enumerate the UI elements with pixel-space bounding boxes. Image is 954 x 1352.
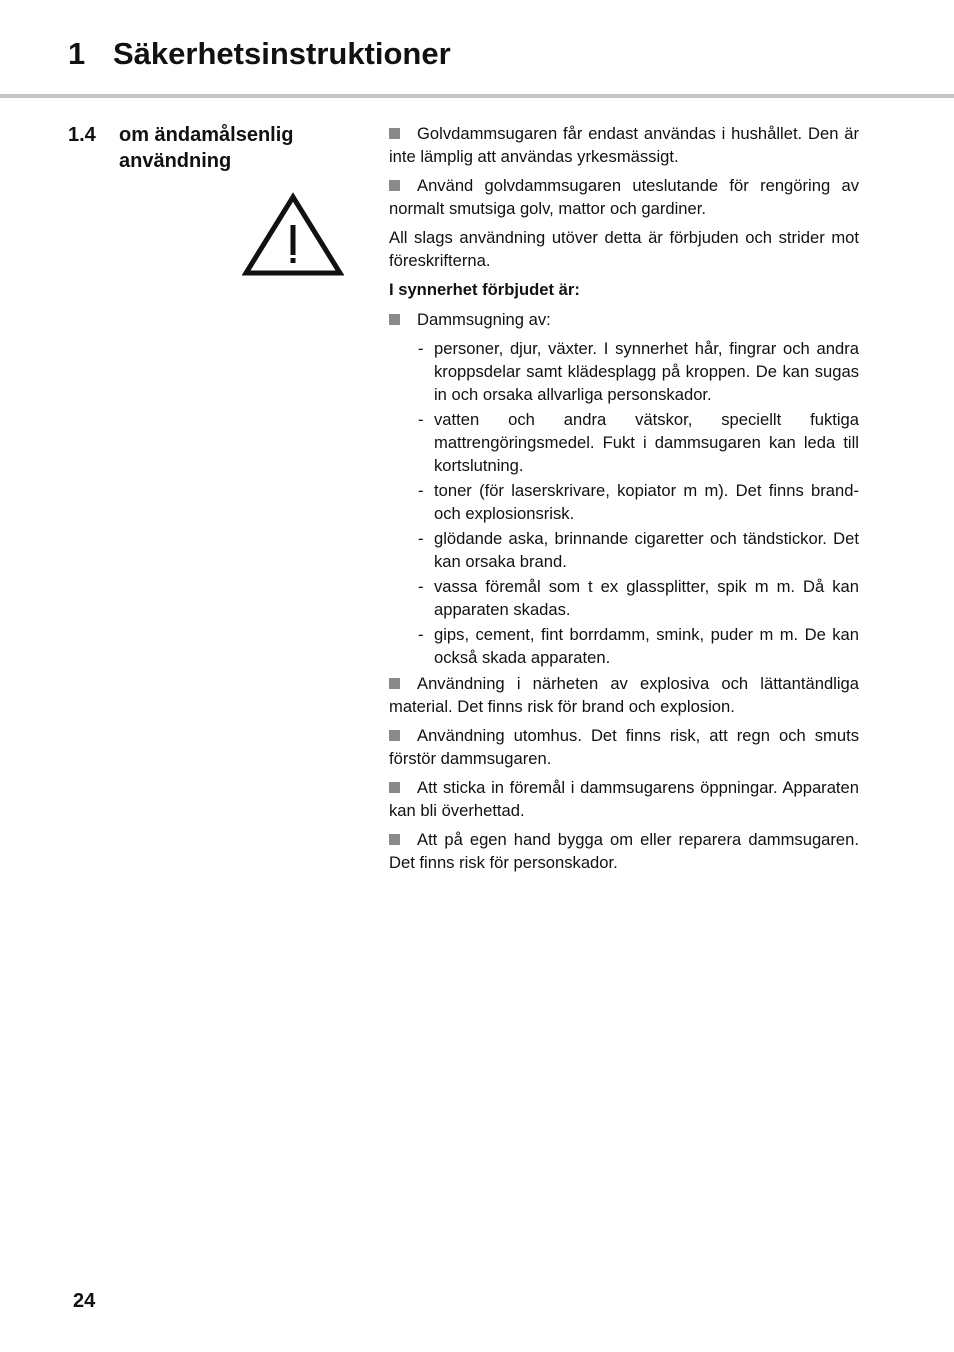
list-item	[389, 479, 859, 525]
square-bullet-icon	[389, 128, 400, 139]
list-item	[389, 623, 859, 669]
chapter-number: 1	[68, 36, 86, 71]
bullet-paragraph	[389, 122, 859, 168]
bullet-paragraph	[389, 174, 859, 220]
bullet-paragraph	[389, 776, 859, 822]
list-item-text: vassa föremål som t ex glassplitter, spik m m. Då kan apparaten skadas.	[434, 577, 859, 619]
bullet-paragraph	[389, 308, 859, 331]
square-bullet-icon	[389, 678, 400, 689]
bullet-text: Att på egen hand bygga om eller reparera dammsugaren. Det finns risk för personskador.	[389, 830, 859, 872]
square-bullet-icon	[389, 834, 400, 845]
list-item	[389, 337, 859, 406]
square-bullet-icon	[389, 782, 400, 793]
section-number: 1.4	[68, 124, 96, 146]
body-paragraph: All slags användning utöver detta är förbjuden och strider mot föreskrifterna.	[389, 228, 859, 270]
bullet-paragraph	[389, 724, 859, 770]
list-item-text: gips, cement, fint borrdamm, smink, puder m m. De kan också skada apparaten.	[434, 625, 859, 667]
prohibited-items-list	[389, 337, 859, 669]
square-bullet-icon	[389, 180, 400, 191]
chapter-header	[0, 0, 954, 98]
dash-marker: -	[418, 577, 424, 596]
bullet-text: Att sticka in föremål i dammsugarens öppningar. Apparaten kan bli överhettad.	[389, 778, 859, 820]
page-number: 24	[73, 1290, 96, 1312]
list-item-text: vatten och andra vätskor, speciellt fuktiga mattrengöringsmedel. Fukt i dammsugaren kan leda till kortslutning.	[434, 410, 859, 475]
list-item-text: personer, djur, växter. I synnerhet hår, fingrar och andra kroppsdelar samt klädesplagg på kroppen. De kan sugas in och orsaka allvarliga personskador.	[434, 339, 859, 404]
list-item	[389, 527, 859, 573]
bullet-paragraph	[389, 672, 859, 718]
list-item	[389, 408, 859, 477]
dash-marker: -	[418, 339, 424, 358]
dash-marker: -	[418, 529, 424, 548]
bullet-text: Golvdammsugaren får endast användas i hushållet. Den är inte lämplig att användas yrkesmässigt.	[389, 124, 859, 166]
dash-marker: -	[418, 410, 424, 429]
chapter-title: Säkerhetsinstruktioner	[113, 36, 451, 71]
section-title: om ändamålsenlig användning	[119, 124, 294, 172]
dash-marker: -	[418, 625, 424, 644]
warning-triangle-icon	[242, 192, 344, 278]
bullet-text: Användning i närheten av explosiva och lättantändliga material. Det finns risk för brand och explosion.	[389, 674, 859, 716]
square-bullet-icon	[389, 314, 400, 325]
list-item	[389, 575, 859, 621]
bullet-paragraph	[389, 828, 859, 874]
bullet-text: Dammsugning av:	[417, 310, 551, 329]
list-item-text: toner (för laserskrivare, kopiator m m). Det finns brand- och explosionsrisk.	[434, 481, 859, 523]
bullet-text: Användning utomhus. Det finns risk, att regn och smuts förstör dammsugaren.	[389, 726, 859, 768]
instructions-body	[389, 122, 859, 880]
list-item-text: glödande aska, brinnande cigaretter och tändstickor. Det kan orsaka brand.	[434, 529, 859, 571]
bullet-text: Använd golvdammsugaren uteslutande för rengöring av normalt smutsiga golv, mattor och gardiner.	[389, 176, 859, 218]
dash-marker: -	[418, 481, 424, 500]
bold-heading: I synnerhet förbjudet är:	[389, 280, 580, 299]
square-bullet-icon	[389, 730, 400, 741]
